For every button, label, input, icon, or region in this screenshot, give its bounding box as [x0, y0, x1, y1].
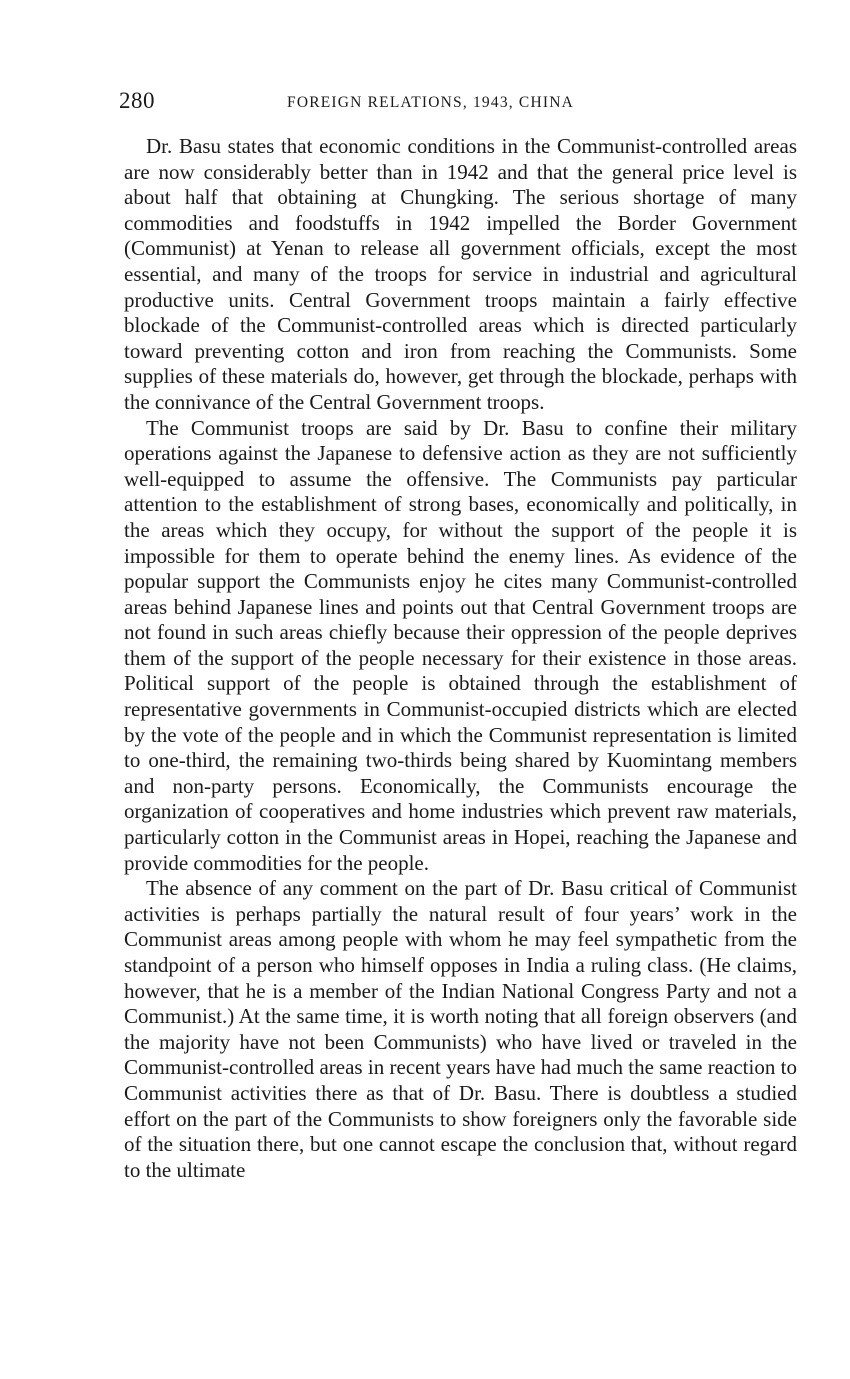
page-number: 280 [119, 88, 155, 113]
paragraph-absence-of-comment: The absence of any comment on the part of Dr. Basu critical of Communist activities is perhaps partially the natural result of four years’ work in the Communist areas among people with whom he may feel sympathetic from the standpoint of a person who himself opposes in India a ruling class. (He claims, however, that he is a member of the Indian National Congress Party and not a Communist.) At the same time, it is worth noting that all foreign observers (and the majority have not been Communists) who have lived or traveled in the Communist-controlled areas in recent years have had much the same reaction to Communist activities there as that of Dr. Basu. There is doubtless a studied effort on the part of the Communists to show foreigners only the favorable side of the situation there, but one cannot escape the conclusion that, without regard to the ultimate [124, 876, 797, 1182]
paragraph-economic-conditions: Dr. Basu states that economic conditions in the Communist-controlled areas are now considerably better than in 1942 and that the general price level is about half that obtaining at Chungking. The serious shortage of many commodities and foodstuffs in 1942 impelled the Border Government (Communist) at Yenan to release all government officials, except the most essential, and many of the troops for service in industrial and agricultural productive units. Central Government troops maintain a fairly effective blockade of the Communist-controlled areas which is directed particularly toward preventing cotton and iron from reaching the Communists. Some supplies of these materials do, however, get through the blockade, perhaps with the connivance of the Central Government troops. [124, 134, 797, 414]
running-head [119, 88, 799, 118]
body-text [124, 134, 797, 1183]
running-head-title: FOREIGN RELATIONS, 1943, CHINA [287, 94, 575, 111]
paragraph-communist-troops: The Communist troops are said by Dr. Basu to confine their military operations against the Japanese to defensive action as they are not sufficiently well-equipped to assume the offensive. The Communists pay particular attention to the establishment of strong bases, economically and politically, in the areas which they occupy, for without the support of the people it is impossible for them to operate behind the enemy lines. As evidence of the popular support the Communists enjoy he cites many Communist-controlled areas behind Japanese lines and points out that Central Government troops are not found in such areas chiefly because their oppression of the people deprives them of the support of the people necessary for their existence in those areas. Political support of the people is obtained through the establishment of representative governments in Communist-occupied districts which are elected by the vote of the people and in which the Communist representation is limited to one-third, the remaining two-thirds being shared by Kuomintang members and non-party persons. Economically, the Communists encourage the organization of cooperatives and home industries which prevent raw materials, particularly cotton in the Communist areas in Hopei, reaching the Japanese and provide commodities for the people. [124, 415, 797, 875]
